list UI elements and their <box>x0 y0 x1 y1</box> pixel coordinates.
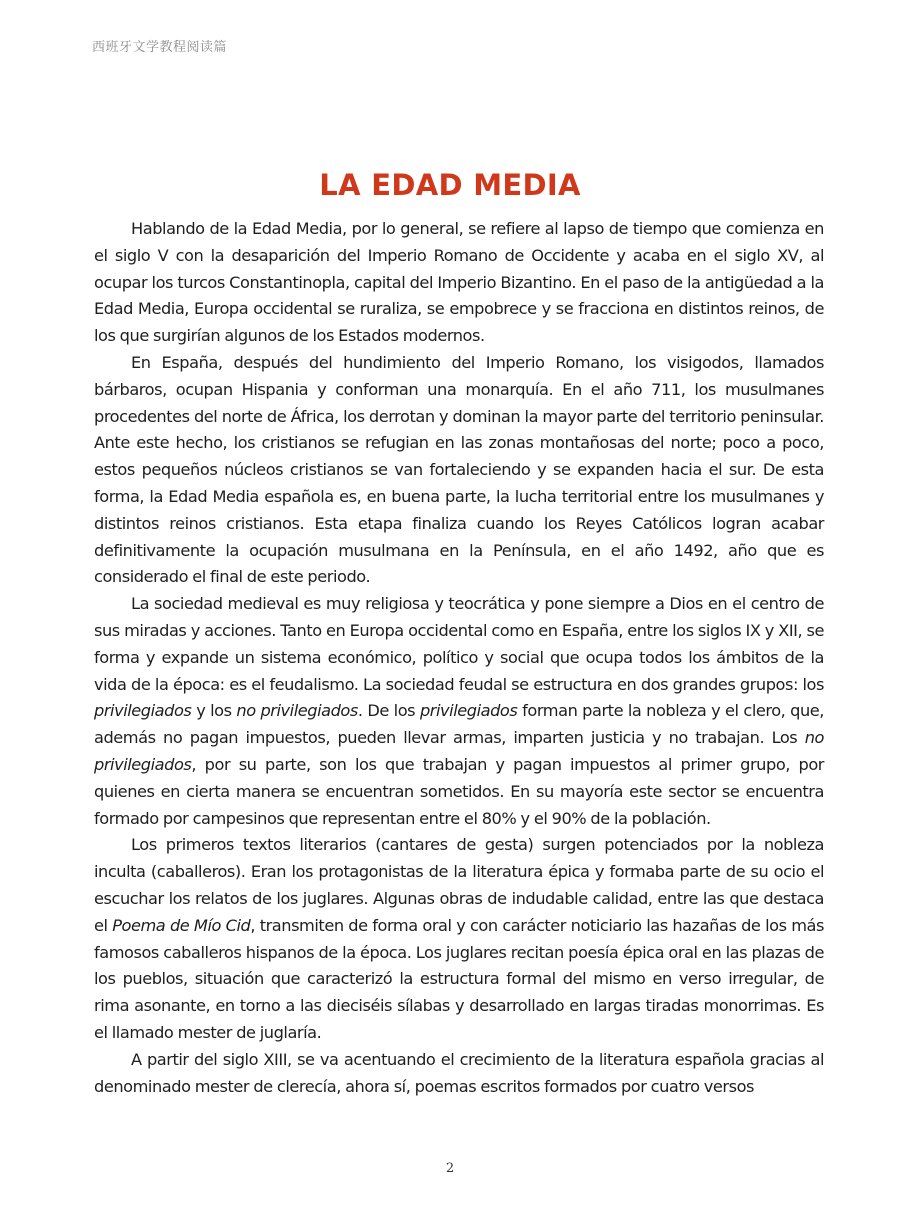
page-number: 2 <box>445 1161 455 1176</box>
text-segment: En España, después del hundimiento del Imperio Romano, los visigodos, llamados bárbaros, ocupan Hispania y conforman una monarquía. En el año 711, los musulmanes procedentes del norte de África, los derrotan y dominan la mayor parte del territorio peninsular. Ante este hecho, los cristianos se refugian en las zonas montañosas del norte; poco a poco, estos pequeños núcleos cristianos se van fortaleciendo y se expanden hacia el sur. De esta forma, la Edad Media española es, en buena parte, la lucha territorial entre los musulmanes y distintos reinos cristianos. Esta etapa finaliza cuando los Reyes Católicos logran acabar definitivamente la ocupación musulmana en la Península, en el año 1492, año que es considerado el final de este periodo. <box>94 352 824 587</box>
text-segment: La sociedad medieval es muy religiosa y teocrática y pone siempre a Dios en el centro de sus miradas y acciones. Tanto en Europa occidental como en España, entre los siglos IX y XII, se forma y expande un sistema económico, político y social que ocupa todos los ámbitos de la vida de la época: es el feudalismo. La sociedad feudal se estructura en dos grandes grupos: los <box>94 594 824 694</box>
text-segment: Hablando de la Edad Media, por lo general, se refiere al lapso de tiempo que comienza en el siglo V con la desaparición del Imperio Romano de Occidente y acaba en el siglo XV, al ocupar los turcos Constantinopla, capital del Imperio Bizantino. En el paso de la antigüedad a la Edad Media, Europa occidental se ruraliza, se empobrece y se fracciona en distintos reinos, de los que surgirían algunos de los Estados modernos. <box>94 219 824 346</box>
paragraph-3 <box>94 591 824 832</box>
text-segment: forman parte la nobleza y el clero, que, además no pagan impuestos, pueden llevar armas, imparten justicia y no trabajan. Los <box>94 701 825 748</box>
body-text <box>94 216 824 1100</box>
paragraph-5 <box>94 1047 824 1101</box>
italic-term: no privilegiados <box>94 728 824 774</box>
italic-term: privilegiados <box>94 701 192 721</box>
text-segment: , por su parte, son los que trabajan y pagan impuestos al primer grupo, por quienes en cierta manera se encuentran sometidos. En su mayoría este sector se encuentra formado por campesinos que representan entre el 80% y el 90% de la población. <box>94 754 824 828</box>
chapter-title: LA EDAD MEDIA <box>319 168 581 202</box>
text-segment: A partir del siglo XIII, se va acentuando el crecimiento de la literatura española gracias al denominado mester de clerecía, ahora sí, poemas escritos formados por cuatro versos <box>94 1049 824 1096</box>
text-segment: Los primeros textos literarios (cantares de gesta) surgen potenciados por la nobleza inculta (caballeros). Eran los protagonistas de la literatura épica y formaba parte de su ocio el escuchar los relatos de los juglares. Algunas obras de indudable calidad, entre las que destaca el <box>94 835 824 935</box>
running-header: 西班牙文学教程阅读篇 <box>92 40 228 55</box>
text-segment: . De los <box>357 701 420 721</box>
text-segment: , transmiten de forma oral y con carácter noticiario las hazañas de los más famosos caballeros hispanos de la época. Los juglares recitan poesía épica oral en las plazas de los pueblos, situación que caracterizó la estructura formal del mismo en verso irregular, de rima asonante, en torno a las dieciséis sílabas y desarrollado en largas tiradas monorrimas. Es el llamado mester de juglaría. <box>94 915 824 1042</box>
paragraph-2 <box>94 350 824 591</box>
italic-term: privilegiados <box>419 701 518 721</box>
italic-work-title: Poema de Mío Cid <box>112 915 251 935</box>
text-segment: y los <box>191 701 237 721</box>
paragraph-4 <box>94 832 824 1046</box>
paragraph-1 <box>94 216 824 350</box>
italic-term: no privilegiados <box>236 701 358 721</box>
